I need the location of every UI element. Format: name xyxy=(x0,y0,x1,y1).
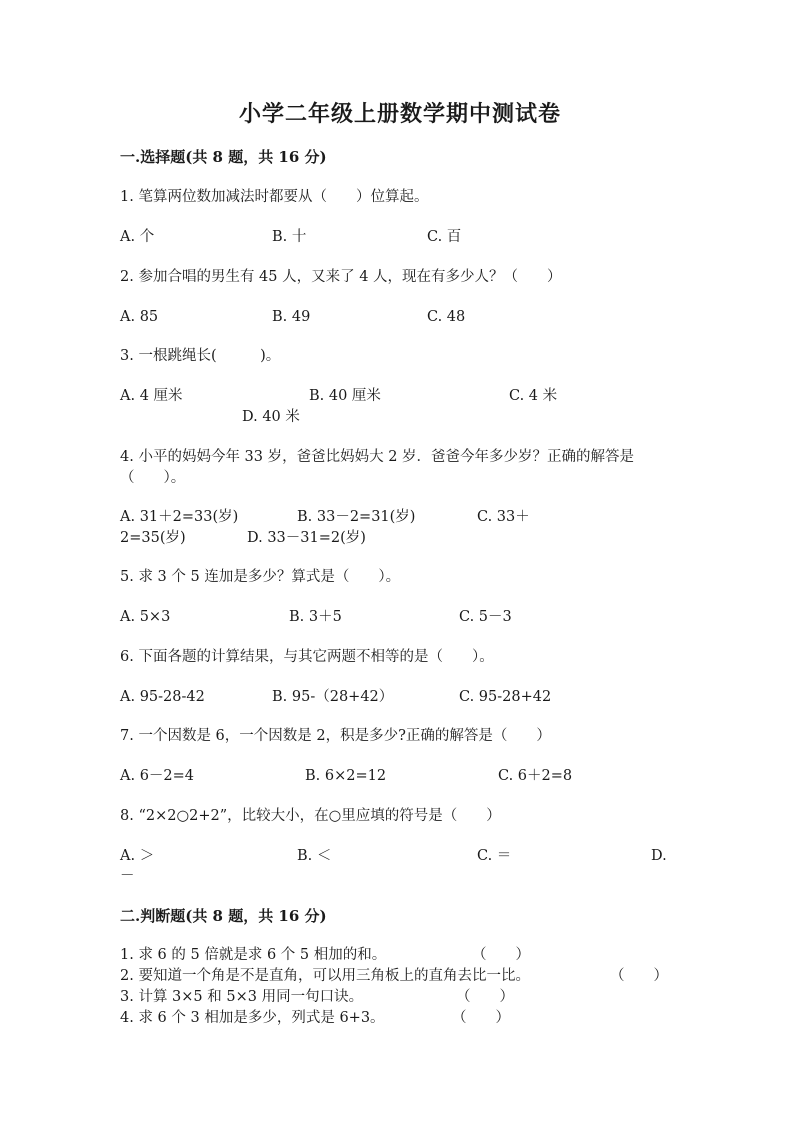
section-1-heading: 一.选择题(共 8 题，共 16 分) xyxy=(120,148,327,166)
judgment-item-4: 4. 求 6 个 3 相加是多少，列式是 6+3。 xyxy=(120,1010,385,1026)
q6-option-c: C. 95-28+42 xyxy=(459,689,552,705)
judgment-item-4-paren: （ ） xyxy=(452,1010,510,1026)
q6-option-b: B. 95-（28+42） xyxy=(272,689,394,705)
question-8: 8. “2×2○2+2”，比较大小，在○里应填的符号是（ ） xyxy=(120,808,501,824)
q4-option-d: D. 33－31=2(岁) xyxy=(247,530,366,546)
q8-option-d: D. xyxy=(651,848,667,864)
question-2: 2. 参加合唱的男生有 45 人，又来了 4 人，现在有多少人？（ ） xyxy=(120,269,562,285)
question-6: 6. 下面各题的计算结果，与其它两题不相等的是（ ）。 xyxy=(120,649,494,665)
q8-option-a: A. ＞ xyxy=(120,848,155,864)
q5-option-b: B. 3＋5 xyxy=(289,609,342,625)
q5-option-c: C. 5－3 xyxy=(459,609,512,625)
q5-option-a: A. 5×3 xyxy=(120,609,171,625)
q4-option-a: A. 31＋2=33(岁) xyxy=(120,509,239,525)
q4-option-c-continued: 2=35(岁) xyxy=(120,530,186,546)
section-2-heading: 二.判断题(共 8 题，共 16 分) xyxy=(120,907,327,925)
question-7: 7. 一个因数是 6，一个因数是 2，积是多少?正确的解答是（ ） xyxy=(120,728,551,744)
judgment-item-1-paren: （ ） xyxy=(472,947,530,963)
q3-option-b: B. 40 厘米 xyxy=(309,388,381,404)
q4-option-c: C. 33＋ xyxy=(477,509,530,525)
q1-option-a: A. 个 xyxy=(120,229,155,245)
q6-option-a: A. 95-28-42 xyxy=(120,689,205,705)
q1-option-c: C. 百 xyxy=(427,229,462,245)
judgment-item-3-paren: （ ） xyxy=(456,989,514,1005)
q2-option-a: A. 85 xyxy=(120,309,159,325)
question-3: 3. 一根跳绳长( )。 xyxy=(120,348,281,364)
judgment-item-3: 3. 计算 3×5 和 5×3 用同一句口诀。 xyxy=(120,989,364,1005)
q7-option-c: C. 6＋2=8 xyxy=(498,768,573,784)
q1-option-b: B. 十 xyxy=(272,229,307,245)
question-1: 1. 笔算两位数加减法时都要从（ ）位算起。 xyxy=(120,189,429,205)
question-5: 5. 求 3 个 5 连加是多少？算式是（ ）。 xyxy=(120,569,401,585)
judgment-item-2: 2. 要知道一个角是不是直角，可以用三角板上的直角去比一比。 xyxy=(120,968,530,984)
q2-option-b: B. 49 xyxy=(272,309,311,325)
q2-option-c: C. 48 xyxy=(427,309,466,325)
q8-option-c: C. ＝ xyxy=(477,848,512,864)
q7-option-b: B. 6×2=12 xyxy=(305,768,387,784)
q8-option-d-continued: － xyxy=(120,868,135,884)
q3-option-c: C. 4 米 xyxy=(509,388,558,404)
question-4: 4. 小平的妈妈今年 33 岁，爸爸比妈妈大 2 岁．爸爸今年多少岁？正确的解答是 xyxy=(120,449,635,465)
q3-option-a: A. 4 厘米 xyxy=(120,388,183,404)
q8-option-b: B. ＜ xyxy=(297,848,332,864)
judgment-item-2-paren: （ ） xyxy=(610,968,668,984)
judgment-item-1: 1. 求 6 的 5 倍就是求 6 个 5 相加的和。 xyxy=(120,947,387,963)
q4-option-b: B. 33－2=31(岁) xyxy=(297,509,416,525)
page-title: 小学二年级上册数学期中测试卷 xyxy=(238,101,561,127)
question-4-continued: （ ）。 xyxy=(120,470,186,486)
q3-option-d: D. 40 米 xyxy=(242,409,300,425)
q7-option-a: A. 6－2=4 xyxy=(120,768,195,784)
